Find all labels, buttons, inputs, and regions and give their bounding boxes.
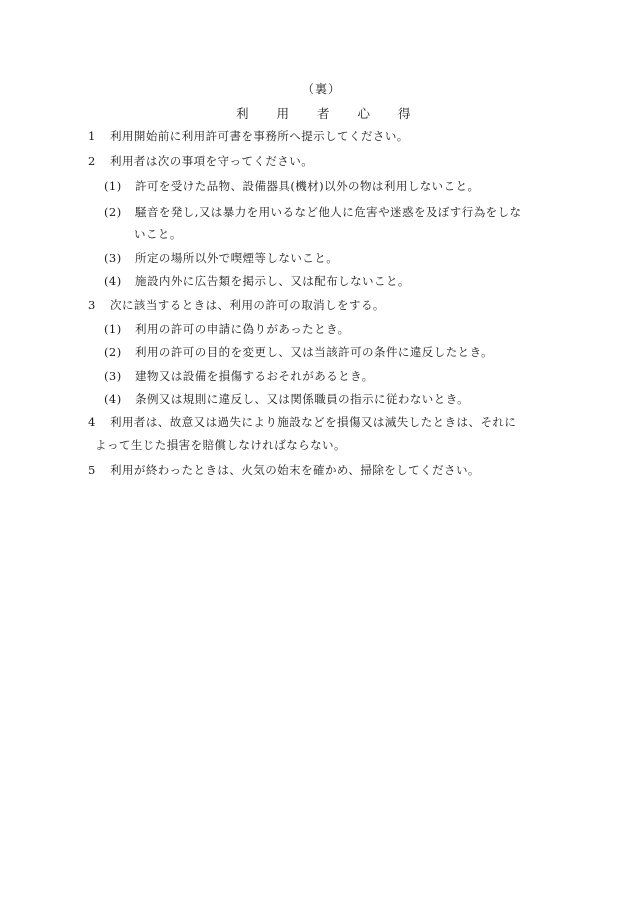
rule-item-4 [88,414,516,430]
subitem-number: (4) [104,392,122,406]
subitem-text: 騒音を発し,又は暴力を用いるなど他人に危害や迷惑を及ぼす行為をしな [135,205,522,219]
title-char: 者 [317,106,330,121]
document-title [236,104,411,122]
subitem-text: 建物又は設備を損傷するおそれがあるとき。 [135,369,374,383]
subitem-text: 条例又は規則に違反し、又は関係職員の指示に従わないとき。 [135,392,470,406]
title-char: 得 [398,106,411,121]
rule-2-subitem-1 [104,178,479,194]
rule-2-subitem-2 [104,204,522,220]
rule-2-subitem-3 [104,250,338,266]
item-number: 2 [88,154,96,168]
subitem-text: 許可を受けた品物、設備器具(機材)以外の物は利用しないこと。 [135,179,480,193]
item-number: 5 [88,463,96,477]
item-text: 利用開始前に利用許可書を事務所へ提示してください。 [110,129,409,143]
rule-3-subitem-2 [104,344,493,360]
item-text: 利用が終わったときは、火気の始末を確かめ、掃除をしてください。 [110,463,480,477]
subitem-number: (2) [104,345,122,359]
rule-item-3 [88,297,385,313]
rule-3-subitem-3 [104,368,374,384]
subitem-text: 所定の場所以外で喫煙等しないこと。 [135,251,339,265]
subitem-number: (1) [104,179,122,193]
subitem-text: 利用の許可の申請に偽りがあったとき。 [135,322,350,336]
subitem-number: (2) [104,205,122,219]
subitem-number: (4) [104,274,122,288]
rule-item-5 [88,462,480,478]
rule-item-4-continuation: よって生じた損害を賠償しなければならない。 [95,438,346,452]
item-number: 4 [88,415,96,429]
item-text: 次に該当するときは、利用の許可の取消しをする。 [110,298,385,312]
item-text: 利用者は、故意又は過失により施設などを損傷又は滅失したときは、それに [110,415,517,429]
subitem-text: 施設内外に広告類を掲示し、又は配布しないこと。 [135,274,410,288]
title-char: 用 [276,106,290,121]
subitem-text: 利用の許可の目的を変更し、又は当該許可の条件に違反したとき。 [135,345,494,359]
title-char: 利 [236,106,249,121]
rule-item-2 [88,153,313,169]
rule-2-subitem-2-continuation: いこと。 [134,227,182,241]
rule-2-subitem-4 [104,273,410,289]
title-char: 心 [357,106,371,121]
side-marker: （裏） [302,82,342,96]
item-number: 1 [88,129,96,143]
subitem-number: (1) [104,322,122,336]
item-number: 3 [88,298,96,312]
rule-item-1 [88,128,409,144]
rule-3-subitem-4 [104,391,469,407]
subitem-number: (3) [104,251,122,265]
rule-3-subitem-1 [104,321,350,337]
subitem-number: (3) [104,369,122,383]
item-text: 利用者は次の事項を守ってください。 [110,154,314,168]
